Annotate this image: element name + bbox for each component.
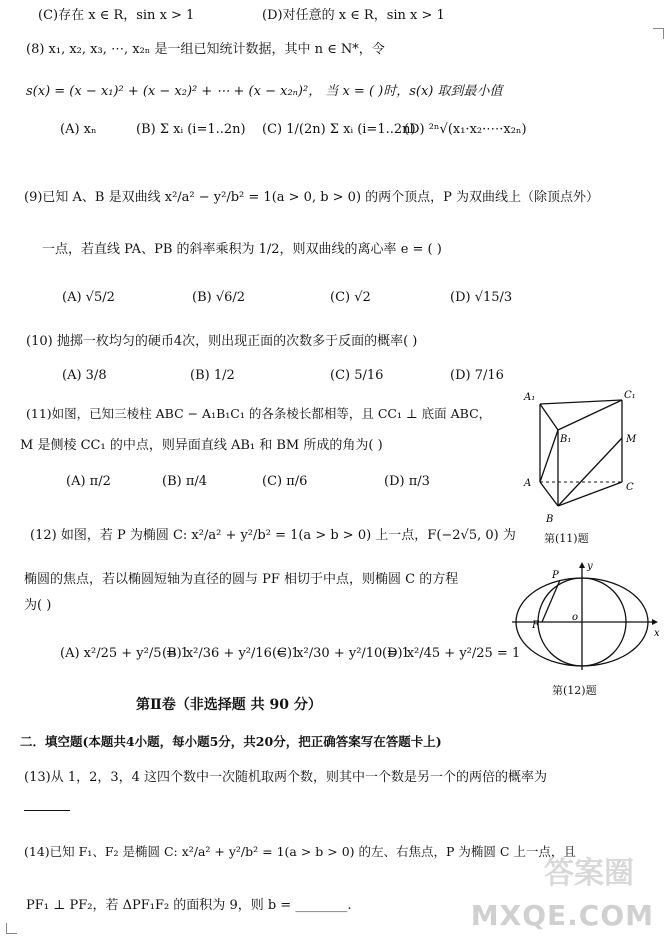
q9-option-b: (B) √6/2 — [192, 290, 246, 305]
watermark-brand: 答案圈 — [544, 856, 634, 891]
q11-label-c: C — [626, 482, 634, 493]
q10-option-c: (C) 5/16 — [330, 368, 384, 383]
q9-option-c: (C) √2 — [330, 290, 371, 305]
q10-stem: (10) 抛掷一枚均匀的硬币4次，则出现正面的次数多于反面的概率( ) — [26, 334, 418, 349]
q11-option-b: (B) π/4 — [162, 474, 208, 489]
q12-label-y: y — [587, 561, 593, 572]
q7-option-d: (D)对任意的 x ∈ R，sin x > 1 — [262, 8, 445, 23]
q12-y-axis-arrow — [579, 562, 585, 568]
q13-answer-blank — [24, 798, 70, 815]
q12-line-2: 椭圆的焦点，若以椭圆短轴为直径的圆与 PF 相切于中点，则椭圆 C 的方程 — [24, 572, 459, 587]
q12-figure-caption: 第(12)题 — [552, 684, 597, 697]
watermark-site: MXQE.COM — [470, 899, 654, 932]
q8-option-d: (D) ²ⁿ√(x₁·x₂·⋯·x₂ₙ) — [404, 122, 527, 137]
crop-mark-top-right — [653, 28, 664, 39]
q10-option-b: (B) 1/2 — [190, 368, 235, 383]
q11-label-c1: C₁ — [624, 390, 636, 401]
q10-option-d: (D) 7/16 — [450, 368, 504, 383]
q11-label-b1: B₁ — [560, 434, 572, 445]
q9-line-2: 一点，若直线 PA、PB 的斜率乘积为 1/2，则双曲线的离心率 e = ( ) — [42, 242, 442, 257]
q8-stem: (8) x₁, x₂, x₃, ⋯, x₂ₙ 是一组已知统计数据，其中 n ∈ N*，令 — [26, 42, 385, 57]
q11-option-a: (A) π/2 — [66, 474, 111, 489]
q8-option-c: (C) 1/(2n) Σ xᵢ (i=1..2n) — [262, 122, 416, 137]
q12-label-p: P — [552, 570, 559, 581]
q11-label-a: A — [524, 478, 532, 489]
fill-in-section-header: 二．填空题(本题共4小题，每小题5分，共20分，把正确答案写在答题卡上) — [20, 734, 442, 749]
q11-label-b: B — [546, 514, 554, 525]
q12-label-f: F — [532, 620, 539, 631]
q11-prism-figure — [518, 386, 648, 526]
q8-formula: s(x) = (x − x₁)² + (x − x₂)² + ⋯ + (x − x₂ₙ)²， 当 x = ( )时，s(x) 取到最小值 — [26, 84, 503, 99]
crop-mark-bottom-left — [6, 923, 17, 934]
q12-label-o: o — [572, 612, 579, 623]
q12-option-b: (B) x²/36 + y²/16 = 1 — [162, 646, 300, 661]
q12-line-3: 为( ) — [24, 598, 52, 613]
q11-label-m: M — [626, 434, 637, 445]
q11-option-c: (C) π/6 — [262, 474, 308, 489]
q12-option-d: (D) x²/45 + y²/25 = 1 — [382, 646, 521, 661]
q11-line-1: (11)如图，已知三棱柱 ABC − A₁B₁C₁ 的各条棱长都相等，且 CC₁ ⊥ 底面 ABC， — [26, 406, 492, 421]
q12-x-axis-arrow — [652, 619, 658, 625]
q8-option-a: (A) xₙ — [60, 122, 97, 137]
q9-option-d: (D) √15/3 — [450, 290, 513, 305]
q9-line-1: (9)已知 A、B 是双曲线 x²/a² − y²/b² = 1(a > 0, b > 0) 的两个顶点，P 为双曲线上（除顶点外） — [24, 190, 600, 205]
q11-label-a1: A₁ — [524, 392, 536, 403]
q9-option-a: (A) √5/2 — [62, 290, 115, 305]
q10-option-a: (A) 3/8 — [62, 368, 107, 383]
q13-stem: (13)从 1，2，3，4 这四个数中一次随机取两个数，则其中一个数是另一个的两倍的概率为 — [24, 770, 548, 785]
q12-option-a: (A) x²/25 + y²/5 = 1 — [60, 646, 189, 661]
q8-option-b: (B) Σ xᵢ (i=1..2n) — [136, 122, 246, 137]
q14-line-1: (14)已知 F₁、F₂ 是椭圆 C: x²/a² + y²/b² = 1(a > b > 0) 的左、右焦点，P 为椭圆 C 上一点，且 — [24, 844, 576, 859]
q7-option-c: (C)存在 x ∈ R，sin x > 1 — [38, 8, 195, 23]
part2-title: 第Ⅱ卷（非选择题 共 90 分） — [136, 697, 322, 713]
q11-figure-caption: 第(11)题 — [544, 532, 589, 545]
q12-option-c: (C) x²/30 + y²/10 = 1 — [272, 646, 410, 661]
q12-label-x: x — [654, 628, 660, 639]
q12-ellipse-figure — [506, 556, 666, 674]
q12-line-1: (12) 如图，若 P 为椭圆 C: x²/a² + y²/b² = 1(a > b > 0) 上一点，F(−2√5, 0) 为 — [30, 528, 516, 543]
q11-option-d: (D) π/3 — [384, 474, 430, 489]
q11-line-2: M 是侧棱 CC₁ 的中点，则异面直线 AB₁ 和 BM 所成的角为( ) — [20, 438, 383, 453]
q14-line-2: PF₁ ⊥ PF₂，若 ΔPF₁F₂ 的面积为 9，则 b = ________. — [26, 898, 352, 913]
